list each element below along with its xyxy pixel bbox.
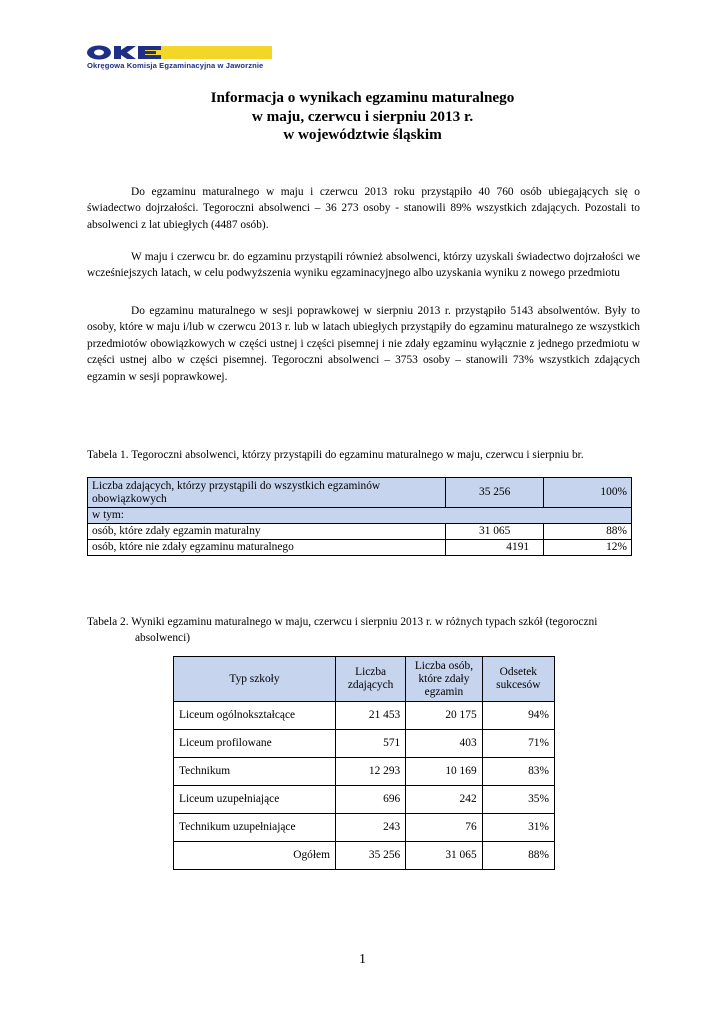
table1-cell-percent: 12% [544, 540, 632, 556]
table2-cell-rate: 35% [482, 786, 554, 814]
table1-row-subheader [88, 508, 632, 524]
table1-row-total [88, 478, 632, 508]
table2-cell-school: Technikum uzupełniające [174, 814, 336, 842]
table2-header-row [174, 657, 555, 702]
paragraph-1: Do egzaminu maturalnego w maju i czerwcu 2013 roku przystąpiło 40 760 osób ubiegających się o świadectwo dojrzałości. Tegoroczni absolwenci – 36 273 osoby - stanowili 89% wszystkich zdających. Pozostali to absolwenci z lat ubiegłych (4487 osób). [87, 186, 640, 231]
table1-row-failed [88, 540, 632, 556]
table1-cell-percent: 88% [544, 524, 632, 540]
table1-cell-label: osób, które zdały egzamin maturalny [88, 524, 446, 540]
table2-caption: Tabela 2. Wyniki egzaminu maturalnego w maju, czerwcu i sierpniu 2013 r. w różnych typach szkół (tegoroczni absolwenci) [87, 616, 598, 645]
table1-cell-count: 31 065 [446, 524, 544, 540]
table2-cell-takers: 21 453 [335, 702, 405, 730]
table2-row-total [174, 842, 555, 870]
table2-cell-passed: 20 175 [406, 702, 482, 730]
table2-cell-passed: 76 [406, 814, 482, 842]
table1-cell-label: Liczba zdających, którzy przystąpili do wszystkich egzaminów obowiązkowych [88, 478, 446, 508]
table1-cell-label: w tym: [88, 508, 632, 524]
table2-cell-school: Ogółem [174, 842, 336, 870]
page-number: 1 [359, 952, 366, 967]
table2-cell-school: Liceum uzupełniające [174, 786, 336, 814]
table2-cell-rate: 88% [482, 842, 554, 870]
table2-cell-passed: 403 [406, 730, 482, 758]
table2-cell-takers: 696 [335, 786, 405, 814]
table1-cell-label: osób, które nie zdały egzaminu maturalnego [88, 540, 446, 556]
table2-cell-rate: 94% [482, 702, 554, 730]
page-title [0, 89, 725, 145]
title-line-1: Informacja o wynikach egzaminu maturalnego [210, 89, 515, 106]
paragraph-2: W maju i czerwcu br. do egzaminu przystąpili również absolwenci, którzy uzyskali świadectwo dojrzałości we wcześniejszych latach, w celu podwyższenia wyniku egzaminacyjnego albo uzyskania wyniku z nowego przedmiotu [87, 251, 640, 280]
table2-cell-school: Technikum [174, 758, 336, 786]
table1-row-passed [88, 524, 632, 540]
table2-header-success-rate: Odsetek sukcesów [482, 657, 554, 702]
table1-caption: Tabela 1. Tegoroczni absolwenci, którzy przystąpili do egzaminu maturalnego w maju, czerwcu i sierpniu br. [87, 449, 584, 461]
table1-cell-count: 35 256 [446, 478, 544, 508]
table2-row [174, 814, 555, 842]
logo-letter-k [114, 46, 136, 59]
table-1 [87, 477, 632, 556]
table2-header-school-type: Typ szkoły [174, 657, 336, 702]
table2-row [174, 730, 555, 758]
title-line-2: w maju, czerwcu i sierpniu 2013 r. [251, 107, 474, 125]
table2-cell-rate: 71% [482, 730, 554, 758]
table2-header-takers: Liczba zdających [335, 657, 405, 702]
table2-header-passed: Liczba osób, które zdały egzamin [406, 657, 482, 702]
table2-cell-takers: 571 [335, 730, 405, 758]
paragraph-3: Do egzaminu maturalnego w sesji poprawkowej w sierpniu 2013 r. przystąpiło 5143 absolwentów. Były to osoby, które w maju i/lub w czerwcu 2013 r. lub w latach ubiegłych przystąpiły do egzaminu maturalnego ze wszystkich przedmiotów obowiązkowych w części ustnej i części pisemnej i nie zdały egzaminu wyłącznie z jednego przedmiotu w części ustnej albo w części pisemnej. Tegoroczni absolwenci – 3753 osoby – stanowili 73% wszystkich zdających egzamin w sesji poprawkowej. [87, 305, 640, 383]
table2-cell-rate: 83% [482, 758, 554, 786]
table-2 [173, 656, 555, 870]
table2-row [174, 758, 555, 786]
table2-row [174, 702, 555, 730]
table2-cell-school: Liceum ogólnokształcące [174, 702, 336, 730]
table2-cell-rate: 31% [482, 814, 554, 842]
table2-cell-takers: 35 256 [335, 842, 405, 870]
title-line-3: w województwie śląskim [283, 126, 442, 143]
table2-cell-takers: 243 [335, 814, 405, 842]
logo-yellow-bar [144, 46, 272, 59]
table1-cell-count: 4191 [446, 540, 544, 556]
table2-cell-school: Liceum profilowane [174, 730, 336, 758]
table2-row [174, 786, 555, 814]
table2-cell-takers: 12 293 [335, 758, 405, 786]
table2-cell-passed: 242 [406, 786, 482, 814]
table2-cell-passed: 31 065 [406, 842, 482, 870]
logo-subtitle: Okręgowa Komisja Egzaminacyjna w Jaworznie [87, 61, 264, 70]
table2-cell-passed: 10 169 [406, 758, 482, 786]
table1-cell-percent: 100% [544, 478, 632, 508]
